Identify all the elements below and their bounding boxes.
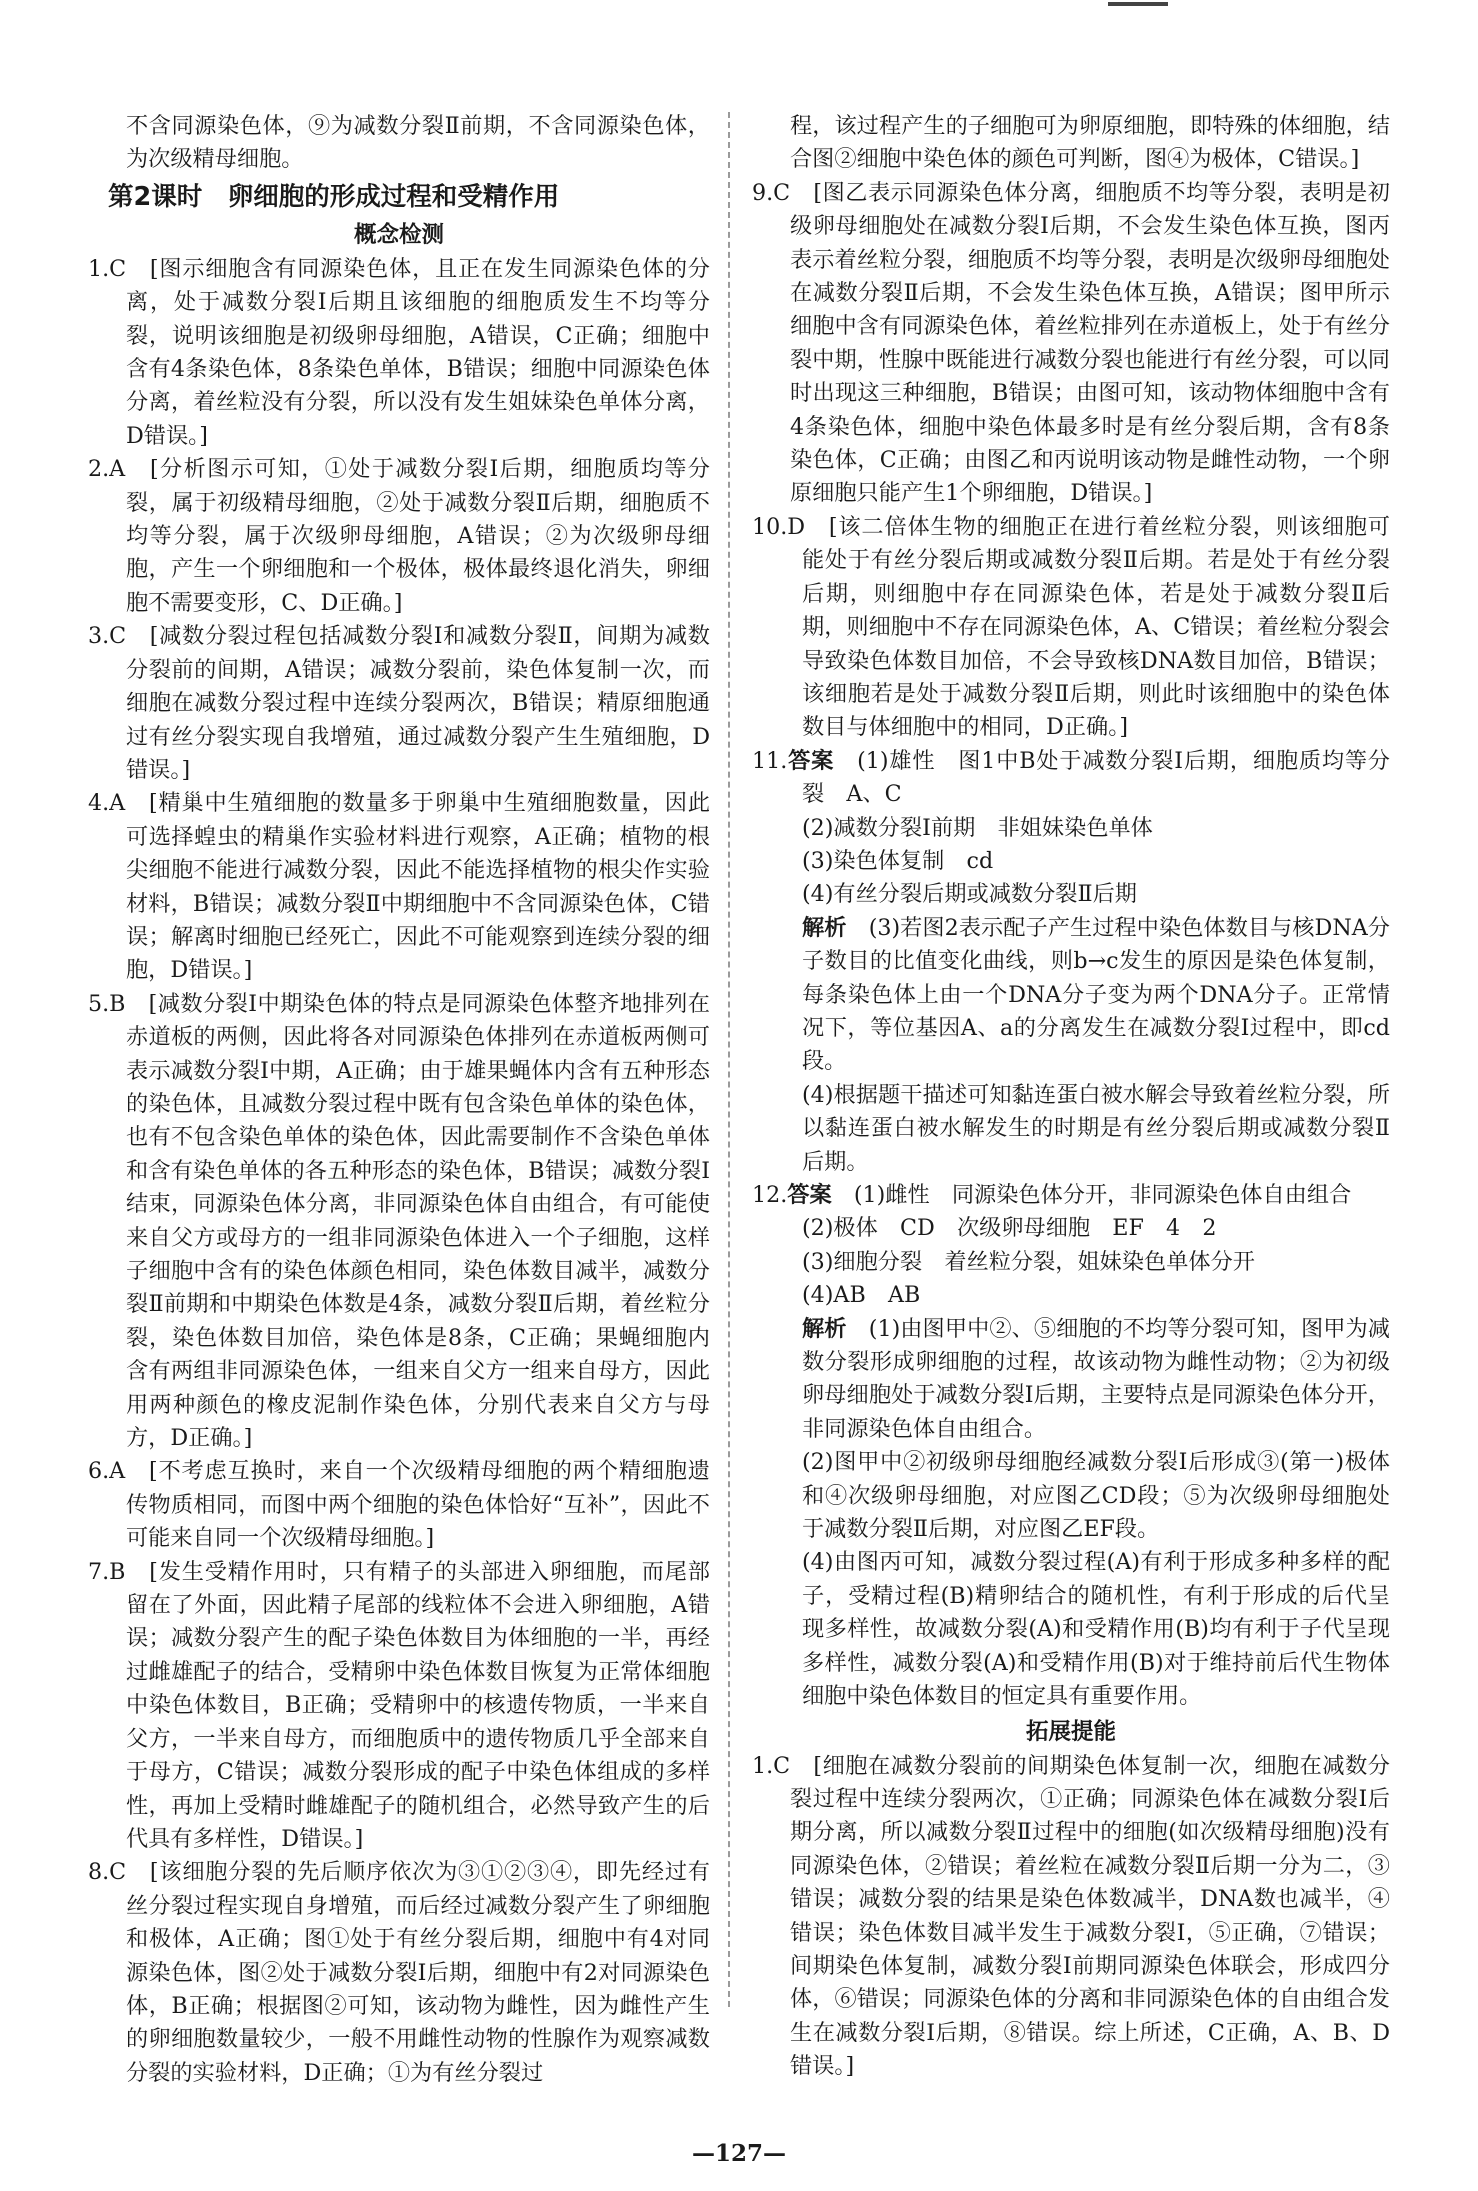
- answer-item-11: [752, 745, 1390, 812]
- explanation-text: (3)若图2表示配子产生过程中染色体数目与核DNA分子数目的比值变化曲线，则b→c发生的原因是染色体复制，每条染色体上由一个DNA分子变为两个DNA分子。正常情况下，等位基因A、a的分离发生在减数分裂Ⅰ过程中，即cd段。: [802, 914, 1390, 1075]
- lesson-title: 第2课时 卵细胞的形成过程和受精作用: [108, 181, 560, 212]
- explanation-text: (2)图甲中②初级卵母细胞经减数分裂Ⅰ后形成③(第一)极体和④次级卵母细胞，对应图乙CD段；⑤为次级卵母细胞处于减数分裂Ⅱ后期，对应图乙EF段。: [802, 1449, 1390, 1543]
- left-column: [88, 110, 710, 2090]
- section-title-concept-check: 概念检测: [353, 221, 444, 248]
- answer-item-12: [752, 1179, 1390, 1212]
- column-divider: [728, 112, 730, 2007]
- answer-part-1: (1)雄性 图1中B处于减数分裂Ⅰ后期，细胞质均等分裂 A、C: [802, 747, 1390, 808]
- answer-item-8: 8.C [该细胞分裂的先后顺序依次为③①②③④，即先经过有丝分裂过程实现自身增殖，而后经过减数分裂产生了卵细胞和极体，A正确；图①处于有丝分裂后期，细胞中有4对同源染色体，图②处于减数分裂Ⅰ后期，细胞中有2对同源染色体，B正确；根据图②可知，该动物为雌性，因为雌性产生的卵细胞数量较少，一般不用雌性动物的性腺作为观察减数分裂的实验材料，D正确；①为有丝分裂过: [88, 1859, 710, 2086]
- continued-paragraph: 不含同源染色体，⑨为减数分裂Ⅱ前期，不含同源染色体，为次级精母细胞。: [126, 113, 710, 173]
- answer-item-4: 4.A [精巢中生殖细胞的数量多于卵巢中生殖细胞数量，因此可选择蝗虫的精巢作实验材料进行观察，A正确；植物的根尖细胞不能进行减数分裂，因此不能选择植物的根尖作实验材料，B错误；减数分裂Ⅱ中期细胞中不含同源染色体，C错误；解离时细胞已经死亡，因此不可能观察到连续分裂的细胞，D错误。]: [88, 790, 710, 984]
- answer-label: 答案: [787, 1182, 832, 1208]
- answer-part-3: (3)染色体复制 cd: [802, 847, 994, 874]
- answer-item-7: 7.B [发生受精作用时，只有精子的头部进入卵细胞，而尾部留在了外面，因此精子尾部的线粒体不会进入卵细胞，A错误；减数分裂产生的配子染色体数目为体细胞的一半，再经过雌雄配子的结合，受精卵中染色体数目恢复为正常体细胞中染色体数目，B正确；受精卵中的核遗传物质，一半来自父方，一半来自母方，而细胞质中的遗传物质几乎全部来自于母方，C错误；减数分裂形成的配子中染色体组成的多样性，再加上受精时雌雄配子的随机组合，必然导致产生的后代具有多样性，D错误。]: [88, 1558, 710, 1852]
- item-number: 12.: [752, 1182, 788, 1208]
- answer-item-10: 10.D [该二倍体生物的细胞正在进行着丝粒分裂，则该细胞可能处于有丝分裂后期或减数分裂Ⅱ后期。若是处于有丝分裂后期，则细胞中存在同源染色体，若是处于减数分裂Ⅱ后期，则细胞中不存在同源染色体，A、C错误；着丝粒分裂会导致染色体数目加倍，不会导致核DNA数目加倍，B错误；该细胞若是处于减数分裂Ⅱ后期，则此时该细胞中的染色体数目与体细胞中的相同，D正确。]: [752, 513, 1390, 741]
- explanation-text: (4)根据题干描述可知黏连蛋白被水解会导致着丝粒分裂，所以黏连蛋白被水解发生的时期是有丝分裂后期或减数分裂Ⅱ后期。: [802, 1081, 1390, 1175]
- extension-item-1: 1.C [细胞在减数分裂前的间期染色体复制一次，细胞在减数分裂过程中连续分裂两次，①正确；同源染色体在减数分裂Ⅰ后期分离，所以减数分裂Ⅱ过程中的细胞(如次级精母细胞)没有同源染色体，②错误；着丝粒在减数分裂Ⅱ后期一分为二，③错误；减数分裂的结果是染色体数减半，DNA数也减半，④错误；染色体数目减半发生于减数分裂Ⅰ，⑤正确，⑦错误；间期染色体复制，减数分裂Ⅰ前期同源染色体联会，形成四分体，⑥错误；同源染色体的分离和非同源染色体的自由组合发生在减数分裂Ⅰ后期，⑧错误。综上所述，C正确，A、B、D错误。]: [752, 1752, 1390, 2080]
- answer-item-6: 6.A [不考虑互换时，来自一个次级精母细胞的两个精细胞遗传物质相同，而图中两个细胞的染色体恰好“互补”，因此不可能来自同一个次级精母细胞。]: [88, 1458, 710, 1552]
- section-title-extension: 拓展提能: [1025, 1718, 1116, 1745]
- top-edge-mark: [1108, 2, 1168, 6]
- answer-part-3: (3)细胞分裂 着丝粒分裂，姐妹染色单体分开: [802, 1248, 1255, 1275]
- answer-part-1: (1)雌性 同源染色体分开，非同源染色体自由组合: [853, 1182, 1352, 1208]
- explanation-label: 解析: [802, 1315, 847, 1342]
- answer-item-2: 2.A [分析图示可知，①处于减数分裂Ⅰ后期，细胞质均等分裂，属于初级精母细胞，②处于减数分裂Ⅱ后期，细胞质不均等分裂，属于次级卵母细胞，A错误；②为次级卵母细胞，产生一个卵细胞和一个极体，极体最终退化消失，卵细胞不需要变形，C、D正确。]: [88, 456, 710, 616]
- item-number: 11.: [752, 747, 788, 774]
- explanation-block: [752, 1313, 1390, 1447]
- continued-paragraph: 程，该过程产生的子细胞可为卵原细胞，即特殊的体细胞，结合图②细胞中染色体的颜色可判断，图④为极体，C错误。]: [790, 113, 1390, 173]
- answer-item-3: 3.C [减数分裂过程包括减数分裂Ⅰ和减数分裂Ⅱ，间期为减数分裂前的间期，A错误；减数分裂前，染色体复制一次，而细胞在减数分裂过程中连续分裂两次，B错误；精原细胞通过有丝分裂实现自我增殖，通过减数分裂产生生殖细胞，D错误。]: [88, 623, 710, 783]
- explanation-text: (4)由图丙可知，减数分裂过程(A)有利于形成多种多样的配子，受精过程(B)精卵结合的随机性，有利于形成的后代呈现多样性，故减数分裂(A)和受精作用(B)均有利于子代呈现多样性，减数分裂(A)和受精作用(B)对于维持前后代生物体细胞中染色体数目的恒定具有重要作用。: [802, 1549, 1390, 1710]
- answer-part-4: (4)AB AB: [802, 1282, 921, 1309]
- answer-part-2: (2)减数分裂Ⅰ前期 非姐妹染色单体: [802, 814, 1153, 841]
- answer-item-1: 1.C [图示细胞含有同源染色体，且正在发生同源染色体的分离，处于减数分裂Ⅰ后期且该细胞的细胞质发生不均等分裂，说明该细胞是初级卵母细胞，A错误，C正确；细胞中含有4条染色体，8条染色单体，B错误；细胞中同源染色体分离，着丝粒没有分裂，所以没有发生姐妹染色单体分离，D错误。]: [88, 255, 710, 449]
- explanation-text: (1)由图甲中②、⑤细胞的不均等分裂可知，图甲为减数分裂形成卵细胞的过程，故该动物为雌性动物；②为初级卵母细胞处于减数分裂Ⅰ后期，主要特点是同源染色体分开，非同源染色体自由组合。: [802, 1315, 1390, 1442]
- page-number: —127—: [691, 2140, 786, 2167]
- answer-item-5: 5.B [减数分裂Ⅰ中期染色体的特点是同源染色体整齐地排列在赤道板的两侧，因此将各对同源染色体排列在赤道板两侧可表示减数分裂Ⅰ中期，A正确；由于雄果蝇体内含有五种形态的染色体，且减数分裂过程中既有包含染色单体的染色体，也有不包含染色单体的染色体，因此需要制作不含染色单体和含有染色单体的各五种形态的染色体，B错误；减数分裂Ⅰ结束，同源染色体分离，非同源染色体自由组合，有可能使来自父方或母方的一组非同源染色体进入一个子细胞，这样子细胞中含有的染色体颜色相同，染色体数目减半，减数分裂Ⅱ前期和中期染色体数是4条，减数分裂Ⅱ后期，着丝粒分裂，染色体数目加倍，染色体是8条，C正确；果蝇细胞内含有两组非同源染色体，一组来自父方一组来自母方，因此用两种颜色的橡皮泥制作染色体，分别代表来自父方与母方，D正确。]: [88, 990, 710, 1452]
- explanation-label: 解析: [802, 914, 847, 941]
- right-column: [752, 110, 1390, 2084]
- answer-part-2: (2)极体 CD 次级卵母细胞 EF 4 2: [802, 1215, 1217, 1242]
- answer-label: 答案: [787, 747, 835, 774]
- answer-item-9: 9.C [图乙表示同源染色体分离，细胞质不均等分裂，表明是初级卵母细胞处在减数分裂Ⅰ后期，不会发生染色体互换，图丙表示着丝粒分裂，细胞质不均等分裂，表明是次级卵母细胞处在减数分裂Ⅱ后期，不会发生染色体互换，A错误；图甲所示细胞中含有同源染色体，着丝粒排列在赤道板上，处于有丝分裂中期，性腺中既能进行减数分裂也能进行有丝分裂，可以同时出现这三种细胞，B错误；由图可知，该动物体细胞中含有4条染色体，细胞中染色体最多时是有丝分裂后期，含有8条染色体，C正确；由图乙和丙说明该动物是雌性动物，一个卵原细胞只能产生1个卵细胞，D错误。]: [752, 179, 1390, 507]
- explanation-block: [752, 912, 1390, 1079]
- answer-part-4: (4)有丝分裂后期或减数分裂Ⅱ后期: [802, 881, 1137, 908]
